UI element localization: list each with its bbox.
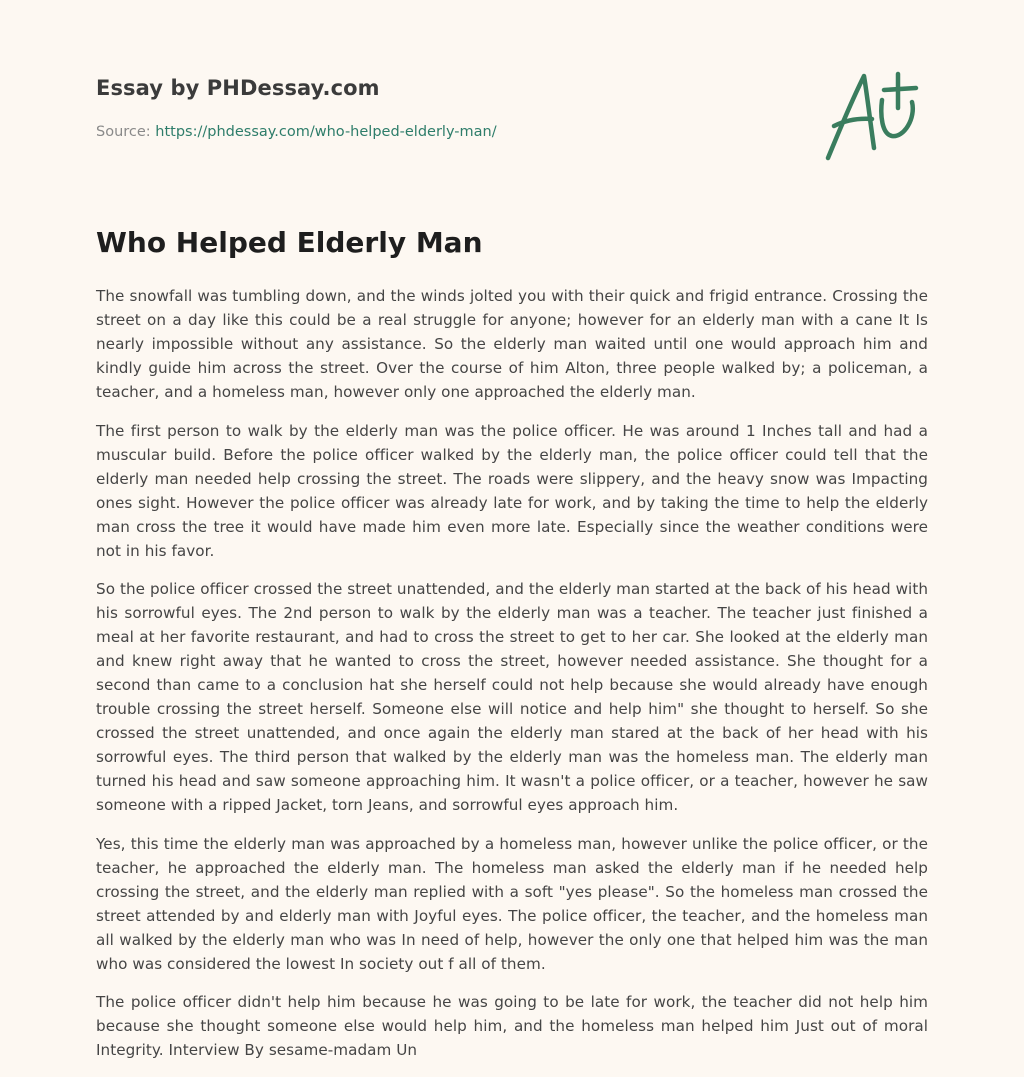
- essay-body: [96, 284, 928, 1077]
- source-line: [96, 124, 497, 140]
- essay-paragraph: The snowfall was tumbling down, and the winds jolted you with their quick and frigid entrance. Crossing the street on a day like this could be a real struggle for anyone; however for an elderly man with a cane It Is nearly impossible without any assistance. So the elderly man waited until one would approach him and kindly guide him across the street. Over the course of him Alton, three people walked by; a policeman, a teacher, and a homeless man, however only one approached the elderly man.: [96, 287, 928, 401]
- a-plus-grade-icon: [820, 64, 928, 164]
- essay-paragraph: So the police officer crossed the street unattended, and the elderly man started at the back of his head with his sorrowful eyes. The 2nd person to walk by the elderly man was a teacher. The teacher just finished a meal at her favorite restaurant, and had to cross the street to get to her car. She looked at the elderly man and knew right away that he wanted to cross the street, however needed assistance. She thought for a second than came to a conclusion hat she herself could not help because she would already have enough trouble crossing the street herself. Someone else will notice and help him" she thought to herself. So she crossed the street unattended, and once again the elderly man stared at the back of her head with his sorrowful eyes. The third person that walked by the elderly man was the homeless man. The elderly man turned his head and saw someone approaching him. It wasn't a police officer, or a teacher, however he saw someone with a ripped Jacket, torn Jeans, and sorrowful eyes approach him.: [96, 580, 928, 814]
- site-header: [96, 76, 380, 100]
- essay-paragraph: The first person to walk by the elderly man was the police officer. He was around 1 Inches tall and had a muscular build. Before the police officer walked by the elderly man, the police officer could tell that the elderly man needed help crossing the street. The roads were slippery, and the heavy snow was Impacting ones sight. However the police officer was already late for work, and by taking the time to help the elderly man cross the tree it would have made him even more late. Especially since the weather conditions were not in his favor.: [96, 421, 928, 560]
- essay-paragraph: The police officer didn't help him because he was going to be late for work, the teacher did not help him because she thought someone else would help him, and the homeless man helped him Just out of moral Integrity. Interview By sesame-madam Un: [96, 993, 928, 1059]
- site-title: Essay by PHDessay.com: [96, 76, 380, 100]
- essay-title: Who Helped Elderly Man: [96, 226, 483, 259]
- source-label: Source:: [96, 124, 156, 140]
- source-link[interactable]: https://phdessay.com/who-helped-elderly-man/: [155, 124, 497, 140]
- essay-paragraph: Yes, this time the elderly man was approached by a homeless man, however unlike the police officer, or the teacher, he approached the elderly man. The homeless man asked the elderly man if he needed help crossing the street, and the elderly man replied with a soft "yes please". So the homeless man crossed the street attended by and elderly man with Joyful eyes. The police officer, the teacher, and the homeless man all walked by the elderly man who was In need of help, however the only one that helped him was the man who was considered the lowest In society out f all of them.: [96, 834, 928, 973]
